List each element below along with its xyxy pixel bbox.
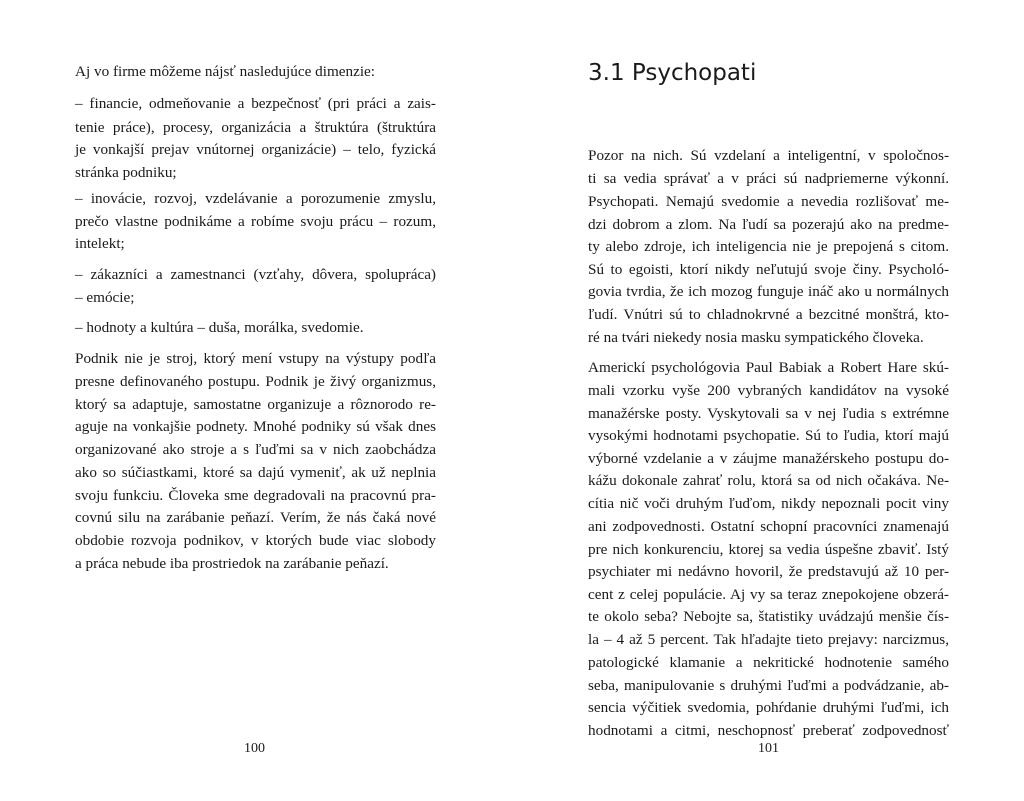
section-heading: 3.1 Psychopati	[588, 60, 757, 86]
page-number: 100	[244, 741, 265, 756]
paragraph-line: ani zodpovednosti. Ostatní schopní pracovníci znamenajú	[588, 518, 949, 535]
paragraph-line: – hodnoty a kultúra – duša, morálka, svedomie.	[75, 319, 364, 336]
paragraph-line: hodnotami a citmi, neschopnosť preberať zodpovednosť	[588, 722, 949, 739]
paragraph-line: la – 4 až 5 percent. Tak hľadajte tieto prejavy: narcizmus,	[588, 631, 949, 648]
paragraph-line: – zákazníci a zamestnanci (vzťahy, dôvera, spolupráca)	[75, 266, 436, 283]
paragraph-line: ti sa vedia správať a v práci sú nadpriemerne výkonní.	[588, 170, 949, 187]
paragraph-line: dzi dobrom a zlom. Na ľudí sa pozerajú ako na predme-	[588, 216, 949, 233]
paragraph-line: Podnik nie je stroj, ktorý mení vstupy na výstupy podľa	[75, 350, 436, 367]
paragraph-line: kážu dokonale zahrať rolu, ktorá sa od nich očakáva. Ne-	[588, 472, 949, 489]
paragraph-line: te okolo seba? Nebojte sa, štatistiky uvádzajú menšie čís-	[588, 608, 949, 625]
paragraph-line: obdobie rozvoja podnikov, v ktorých bude viac slobody	[75, 532, 436, 549]
paragraph-line: sencia výčitiek svedomia, pohŕdanie druhými ľuďmi, ich	[588, 699, 949, 716]
paragraph-line: Aj vo firme môžeme nájsť nasledujúce dimenzie:	[75, 63, 376, 80]
paragraph-line: – emócie;	[75, 289, 135, 306]
paragraph-line: ktorý sa adaptuje, samostatne organizuje a rôznorodo re-	[75, 396, 436, 413]
paragraph-line: covnú silu na zarábanie peňazí. Verím, že nás čaká nové	[75, 509, 436, 526]
paragraph-line: aguje na vonkajšie podnety. Mnohé podniky sú však dnes	[75, 418, 436, 435]
paragraph-line: manažérske posty. Vyskytovali sa v nej ľudia s extrémne	[588, 405, 949, 422]
paragraph-line: ako so súčiastkami, ktoré sa dajú vymeniť, ak už neplnia	[75, 464, 436, 481]
right-page	[512, 0, 1024, 801]
paragraph-line: – inovácie, rozvoj, vzdelávanie a porozumenie zmyslu,	[75, 190, 436, 207]
paragraph-line: – financie, odmeňovanie a bezpečnosť (pri práci a zais-	[75, 95, 436, 112]
page-number: 101	[758, 741, 779, 756]
paragraph-line: výborné vzdelanie a v záujme manažérskeho postupu do-	[588, 450, 949, 467]
paragraph-line: vysokými hodnotami psychopatie. Sú to ľudia, ktorí majú	[588, 427, 949, 444]
paragraph-line: prečo vlastne podnikáme a robíme svoju prácu – rozum,	[75, 213, 436, 230]
paragraph-line: Americkí psychológovia Paul Babiak a Robert Hare skú-	[588, 359, 949, 376]
paragraph-line: presne definovaného postupu. Podnik je živý organizmus,	[75, 373, 436, 390]
paragraph-line: a práca nebude iba prostriedok na zarábanie peňazí.	[75, 555, 389, 572]
paragraph-line: patologické klamanie a nekritické hodnotenie samého	[588, 654, 949, 671]
paragraph-line: ľudí. Vnútri sú to chladnokrvné a bezcitné monštrá, kto-	[588, 306, 949, 323]
paragraph-line: seba, manipulovanie s druhými ľuďmi a podvádzanie, ab-	[588, 677, 949, 694]
paragraph-line: tenie práce), procesy, organizácia a štruktúra (štruktúra	[75, 119, 436, 136]
paragraph-line: Pozor na nich. Sú vzdelaní a inteligentní, v spoločnos-	[588, 147, 949, 164]
paragraph-line: ty alebo zdroje, ich inteligencia nie je prepojená s citom.	[588, 238, 949, 255]
paragraph-line: ré na tvári niekedy nosia masku sympatického človeka.	[588, 329, 924, 346]
paragraph-line: pre nich konkurenciu, ktorej sa vedia úspešne zbaviť. Istý	[588, 541, 949, 558]
paragraph-line: svoju funkciu. Človeka sme degradovali na pracovnú pra-	[75, 487, 436, 504]
paragraph-line: stránka podniku;	[75, 164, 177, 181]
paragraph-line: cítia nič voči druhým ľuďom, nikdy nepoznali pocit viny	[588, 495, 949, 512]
paragraph-line: intelekt;	[75, 235, 125, 252]
paragraph-line: je vonkajší prejav vnútornej organizácie) – telo, fyzická	[75, 141, 436, 158]
paragraph-line: mali vzorku vyše 200 vybraných kandidátov na vysoké	[588, 382, 949, 399]
paragraph-line: cent z celej populácie. Aj vy sa teraz znepokojene obzerá-	[588, 586, 949, 603]
paragraph-line: psychiater mi nedávno hovoril, že predstavujú až 10 per-	[588, 563, 949, 580]
paragraph-line: Psychopati. Nemajú svedomie a nevedia rozlišovať me-	[588, 193, 949, 210]
paragraph-line: Sú to egoisti, ktorí nikdy neľutujú svoje činy. Psycholó-	[588, 261, 949, 278]
paragraph-line: organizované ako stroje a s ľuďmi sa v nich zaobchádza	[75, 441, 436, 458]
paragraph-line: govia tvrdia, že ich mozog funguje ináč ako u normálnych	[588, 283, 949, 300]
